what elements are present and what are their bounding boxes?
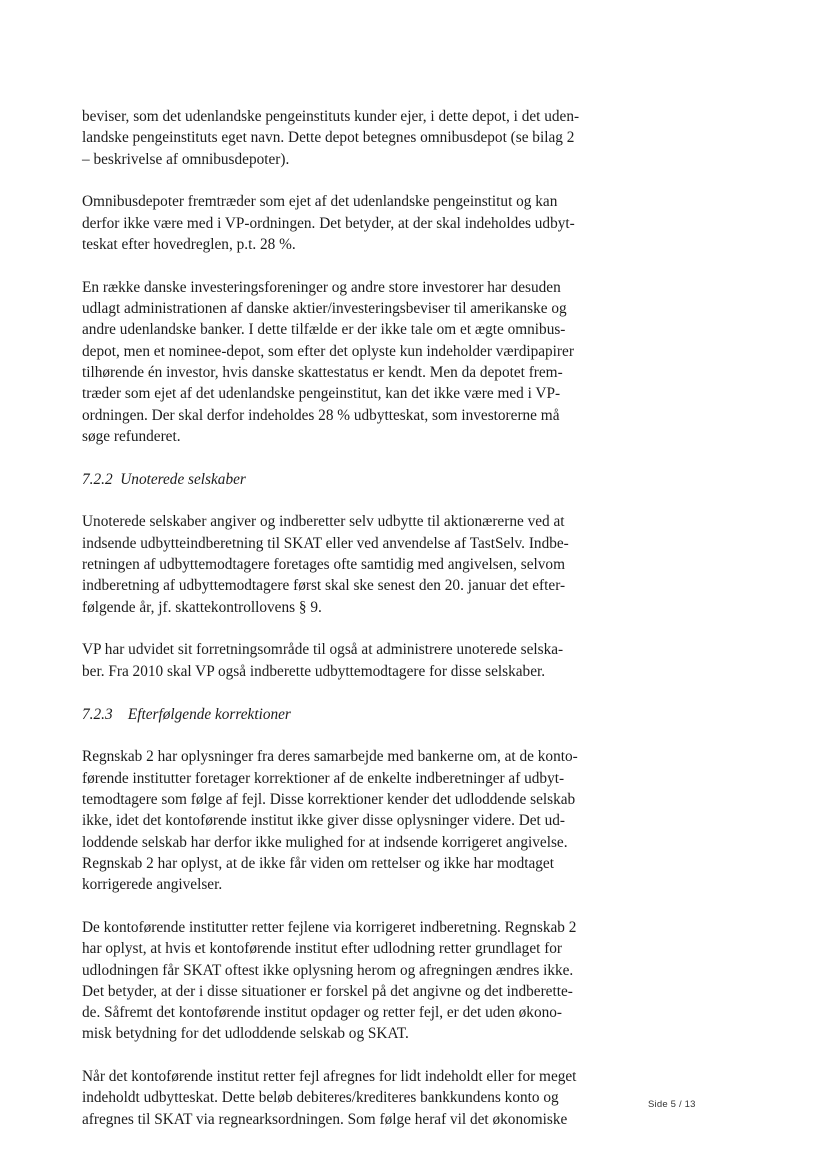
- paragraph-afregning-udbytteskat: Når det kontoførende institut retter fejl afregnes for lidt indeholdt eller for meget indeholdt udbytteskat. Dette beløb debiteres/krediteres bankkundens konto og afregnes til SKAT via regnearksordningen. Som følge heraf vil det økonomiske: [82, 1068, 577, 1128]
- paragraph-omnibus-depot-intro: beviser, som det udenlandske pengeinstituts kunder ejer, i dette depot, i det uden- landske pengeinstituts eget navn. Dette depot betegnes omnibusdepot (se bilag 2 – beskrivelse af omnibusdepoter).: [82, 108, 580, 168]
- section-heading-unoterede-selskaber: 7.2.2 Unoterede selskaber: [82, 470, 246, 488]
- section-heading-efterfoelgende-korrektioner: 7.2.3 Efterfølgende korrektioner: [82, 705, 291, 723]
- paragraph-omnibus-depot-vp: Omnibusdepoter fremtræder som ejet af det udenlandske pengeinstitut og kan derfor ikke være med i VP-ordningen. Det betyder, at der skal indeholdes udbyt- teskat efter hovedreglen, p.t. 28 %.: [82, 193, 575, 253]
- page-number: Side 5 / 13: [648, 1099, 696, 1110]
- document-body: [82, 106, 642, 1130]
- paragraph-korrektioner-regnskab: Regnskab 2 har oplysninger fra deres samarbejde med bankerne om, at de konto- førende institutter foretager korrektioner af de enkelte indberetninger af udbyt- temodtagere som følge af fejl. Disse korrektioner kender det udloddende selskab ikke, idet det kontoførende institut ikke giver disse oplysninger videre. Det ud- loddende selskab har derfor ikke mulighed for at indsende korrigeret angivelse. Regnskab 2 har oplyst, at de ikke får viden om rettelser og ikke har modtaget korrigerede angivelser.: [82, 748, 578, 894]
- paragraph-vp-udvidet: VP har udvidet sit forretningsområde til også at administrere unoterede selska- ber. Fra 2010 skal VP også indberette udbyttemodtagere for disse selskaber.: [82, 641, 564, 680]
- paragraph-korrigeret-indberetning: De kontoførende institutter retter fejlene via korrigeret indberetning. Regnskab 2 har oplyst, at hvis et kontoførende institut efter udlodning retter grundlaget for udlodningen får SKAT oftest ikke oplysning herom og afregningen ændres ikke. Det betyder, at der i disse situationer er forskel på det angivne og det indberette- de. Såfremt det kontoførende institut opdager og retter fejl, er det uden økono- misk betydning for det udloddende selskab og SKAT.: [82, 918, 577, 1043]
- paragraph-nominee-depot: En række danske investeringsforeninger og andre store investorer har desuden udlagt administrationen af danske aktier/investeringsbeviser til amerikanske og andre udenlandske banker. I dette tilfælde er der ikke tale om et ægte omnibus- depot, men et nominee-depot, som efter det oplyste kun indeholder værdipapirer tilhørende én investor, hvis danske skattestatus er kendt. Men da depotet frem- træder som ejet af det udenlandske pengeinstitut, kan det ikke være med i VP- ordningen. Der skal derfor indeholdes 28 % udbytteskat, som investorerne må søge refunderet.: [82, 278, 574, 445]
- paragraph-unoterede-angivelse: Unoterede selskaber angiver og indberetter selv udbytte til aktionærerne ved at indsende udbytteindberetning til SKAT eller ved anvendelse af TastSelv. Indbe- retningen af udbyttemodtagere foretages ofte samtidig med angivelsen, selvom indberetning af udbyttemodtagere først skal ske senest den 20. januar det efter- følgende år, jf. skattekontrollovens § 9.: [82, 513, 569, 616]
